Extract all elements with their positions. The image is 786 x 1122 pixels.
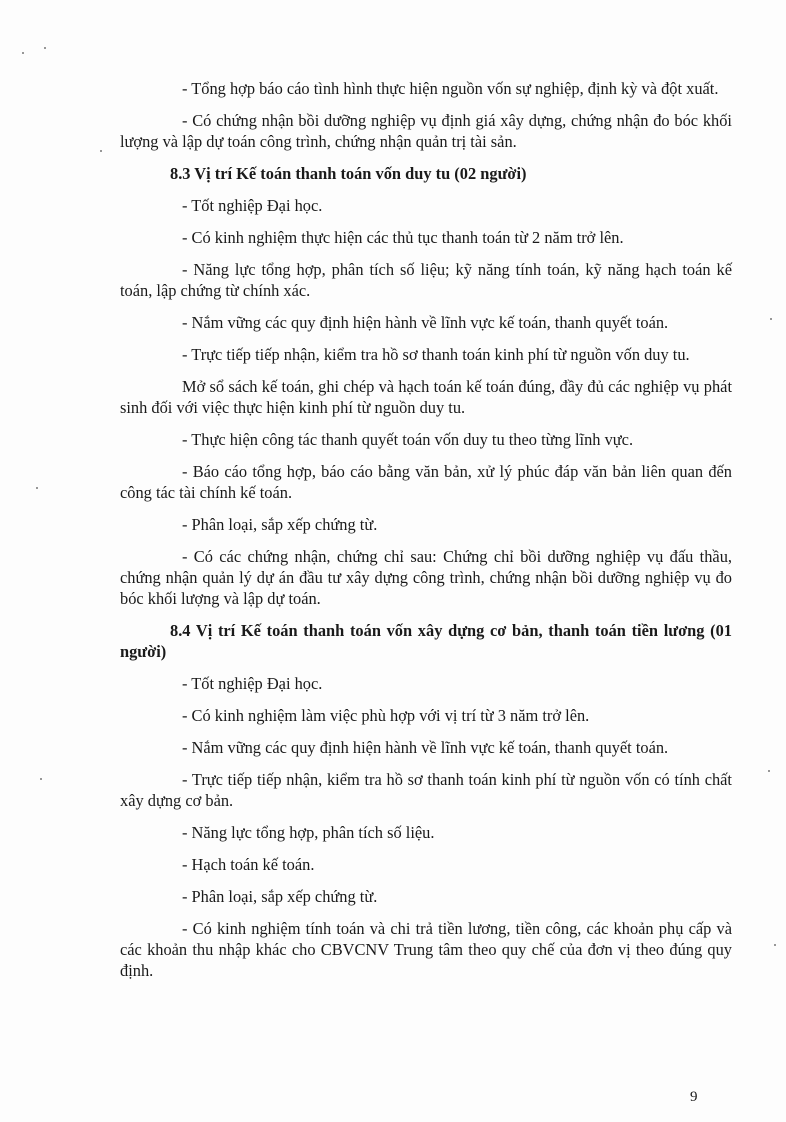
paragraph: - Phân loại, sắp xếp chứng từ. bbox=[182, 887, 378, 906]
paragraph: - Có chứng nhận bồi dưỡng nghiệp vụ định giá xây dựng, chứng nhận đo bóc khối lượng và lập dự toán công trình, chứng nhận quản trị tài sản. bbox=[120, 111, 732, 151]
document-body bbox=[120, 78, 732, 992]
section-heading-8-3: 8.3 Vị trí Kế toán thanh toán vốn duy tu (02 người) bbox=[170, 164, 527, 183]
page-number: 9 bbox=[690, 1089, 698, 1105]
scan-speck bbox=[100, 150, 102, 152]
paragraph: - Trực tiếp tiếp nhận, kiểm tra hồ sơ thanh toán kinh phí từ nguồn vốn có tính chất xây dựng cơ bản. bbox=[120, 770, 732, 810]
paragraph: - Trực tiếp tiếp nhận, kiểm tra hồ sơ thanh toán kinh phí từ nguồn vốn duy tu. bbox=[182, 345, 690, 364]
scan-speck bbox=[774, 944, 776, 946]
paragraph: - Tốt nghiệp Đại học. bbox=[182, 674, 323, 693]
paragraph: - Nắm vững các quy định hiện hành về lĩnh vực kế toán, thanh quyết toán. bbox=[182, 313, 669, 332]
paragraph: - Phân loại, sắp xếp chứng từ. bbox=[182, 515, 378, 534]
scan-speck bbox=[768, 770, 770, 772]
scan-speck bbox=[770, 318, 772, 320]
scan-speck bbox=[36, 487, 38, 489]
scan-speck bbox=[44, 47, 46, 49]
scan-speck bbox=[22, 52, 24, 54]
paragraph: - Có các chứng nhận, chứng chỉ sau: Chứng chỉ bồi dưỡng nghiệp vụ đấu thầu, chứng nhận quản lý dự án đầu tư xây dựng công trình, chứng nhận bồi dưỡng nghiệp vụ đo bóc khối lượng và lập dự toán. bbox=[120, 547, 732, 608]
paragraph: - Có kinh nghiệm tính toán và chi trả tiền lương, tiền công, các khoản phụ cấp và các khoản thu nhập khác cho CBVCNV Trung tâm theo quy chế của đơn vị theo đúng quy định. bbox=[120, 919, 732, 980]
paragraph: - Năng lực tổng hợp, phân tích số liệu. bbox=[182, 823, 435, 842]
section-heading-8-4: 8.4 Vị trí Kế toán thanh toán vốn xây dựng cơ bản, thanh toán tiền lương (01 người) bbox=[120, 621, 732, 661]
paragraph: Mở sổ sách kế toán, ghi chép và hạch toán kế toán đúng, đầy đủ các nghiệp vụ phát sinh đối với việc thực hiện kinh phí từ nguồn duy tu. bbox=[120, 377, 732, 417]
scan-speck bbox=[40, 778, 42, 780]
paragraph: - Nắm vững các quy định hiện hành về lĩnh vực kế toán, thanh quyết toán. bbox=[182, 738, 669, 757]
paragraph: - Tốt nghiệp Đại học. bbox=[182, 196, 323, 215]
paragraph: - Hạch toán kế toán. bbox=[182, 855, 315, 874]
paragraph: - Có kinh nghiệm thực hiện các thủ tục thanh toán từ 2 năm trở lên. bbox=[182, 228, 624, 247]
paragraph: - Thực hiện công tác thanh quyết toán vốn duy tu theo từng lĩnh vực. bbox=[182, 430, 634, 449]
paragraph: - Năng lực tổng hợp, phân tích số liệu; kỹ năng tính toán, kỹ năng hạch toán kế toán, lập chứng từ chính xác. bbox=[120, 260, 732, 300]
paragraph: - Báo cáo tổng hợp, báo cáo bằng văn bản, xử lý phúc đáp văn bản liên quan đến công tác tài chính kế toán. bbox=[120, 462, 732, 502]
paragraph: - Tổng hợp báo cáo tình hình thực hiện nguồn vốn sự nghiệp, định kỳ và đột xuất. bbox=[182, 79, 719, 98]
paragraph: - Có kinh nghiệm làm việc phù hợp với vị trí từ 3 năm trở lên. bbox=[182, 706, 590, 725]
